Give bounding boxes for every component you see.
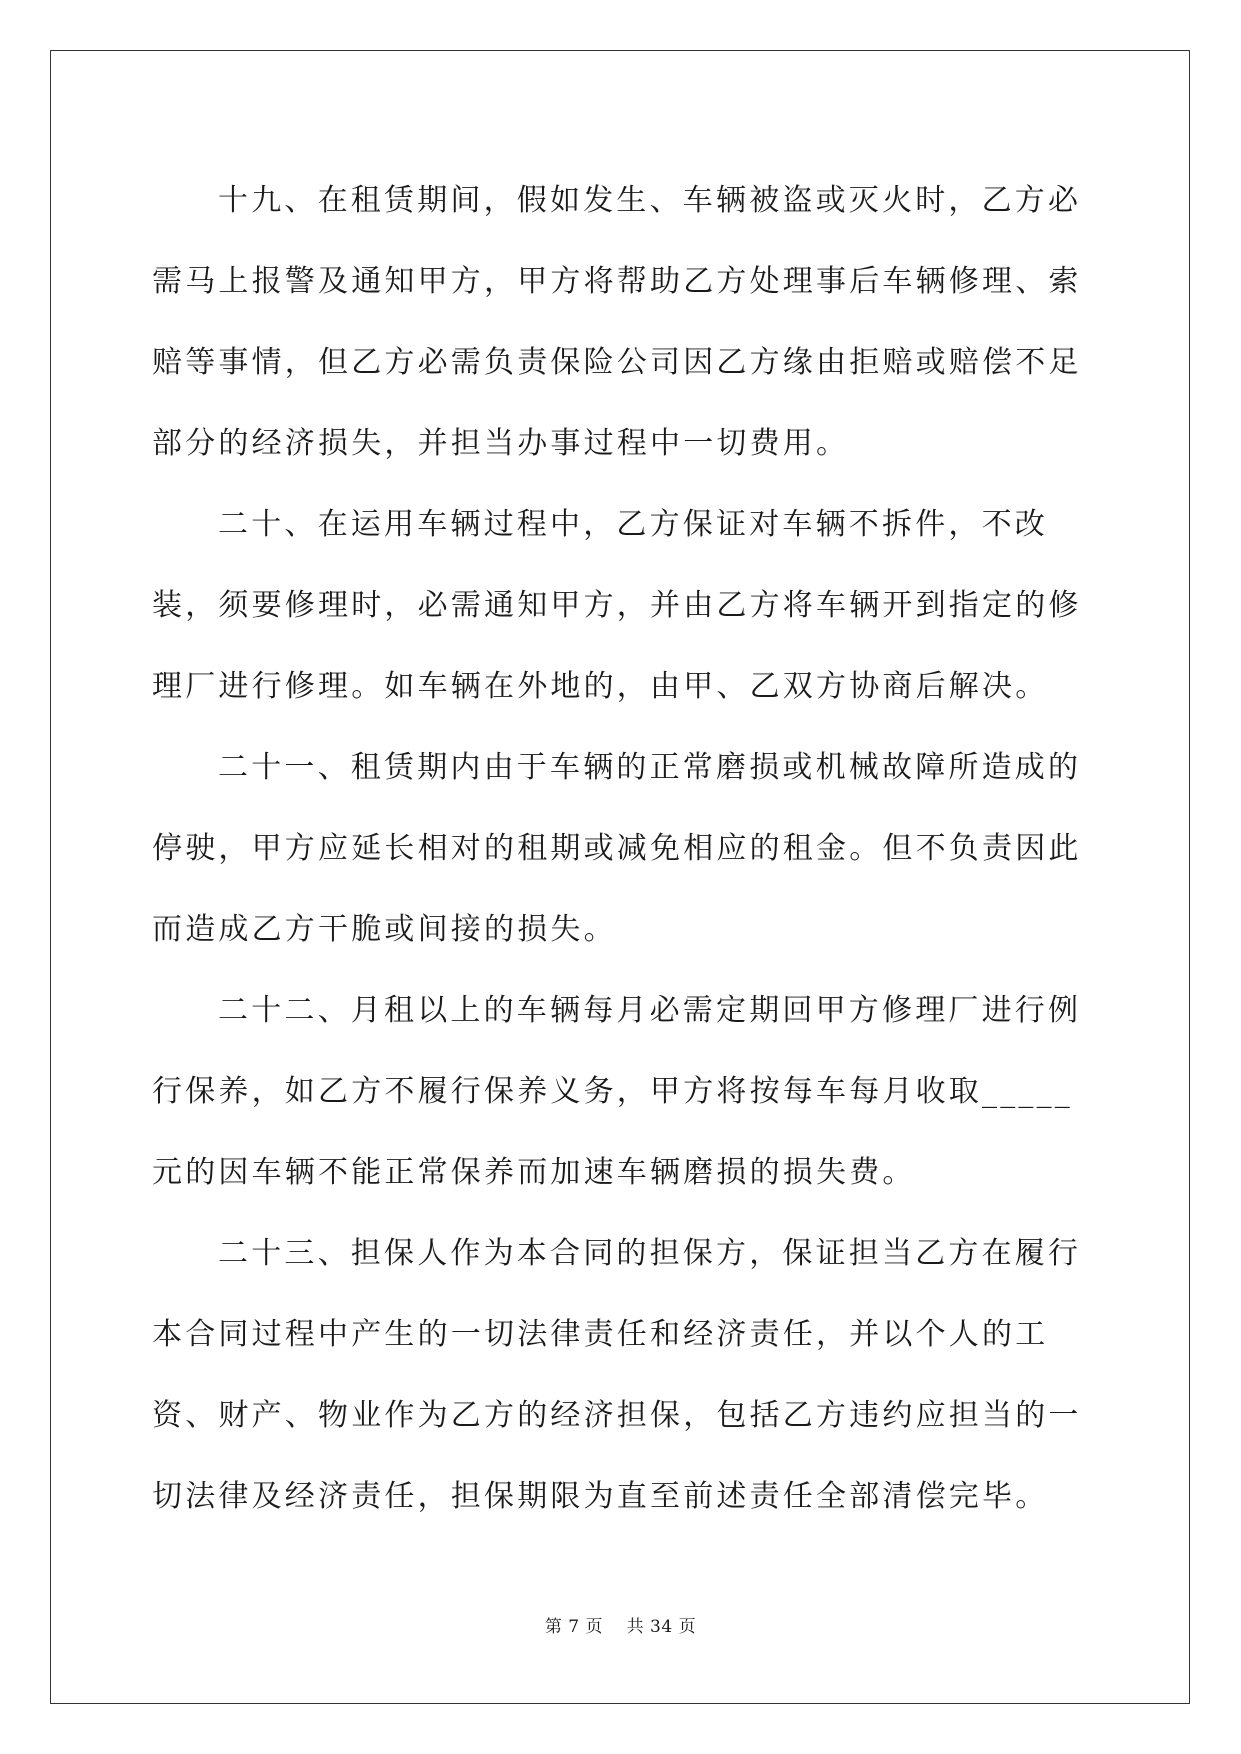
clause-paragraph: 二十二、月租以上的车辆每月必需定期回甲方修理厂进行例行保养，如乙方不履行保养义务，甲方将按每车每月收取_____元的因车辆不能正常保养而加速车辆磨损的损失费。 xyxy=(152,993,1082,1190)
clause-paragraph: 二十三、担保人作为本合同的担保方，保证担当乙方在履行本合同过程中产生的一切法律责任和经济责任，并以个人的工资、财产、物业作为乙方的经济担保，包括乙方违约应担当的一切法律及经济责任，担保期限为直至前述责任全部清偿完毕。 xyxy=(152,1236,1082,1514)
clause-paragraph: 二十一、租赁期内由于车辆的正常磨损或机械故障所造成的停驶，甲方应延长相对的租期或减免相应的租金。但不负责因此而造成乙方干脆或间接的损失。 xyxy=(152,750,1082,947)
clause-paragraph: 十九、在租赁期间，假如发生、车辆被盗或灭火时，乙方必需马上报警及通知甲方，甲方将帮助乙方处理事后车辆修理、索赔等事情，但乙方必需负责保险公司因乙方缘由拒赔或赔偿不足部分的经济损失，并担当办事过程中一切费用。 xyxy=(152,183,1082,461)
document-body xyxy=(152,160,1087,1537)
page-number: 第 7 页 xyxy=(544,1617,604,1637)
clause-paragraph: 二十、在运用车辆过程中，乙方保证对车辆不拆件，不改装，须要修理时，必需通知甲方，并由乙方将车辆开到指定的修理厂进行修理。如车辆在外地的，由甲、乙双方协商后解决。 xyxy=(152,507,1082,704)
page-footer xyxy=(0,1612,1241,1637)
page-total: 共 34 页 xyxy=(626,1617,697,1637)
